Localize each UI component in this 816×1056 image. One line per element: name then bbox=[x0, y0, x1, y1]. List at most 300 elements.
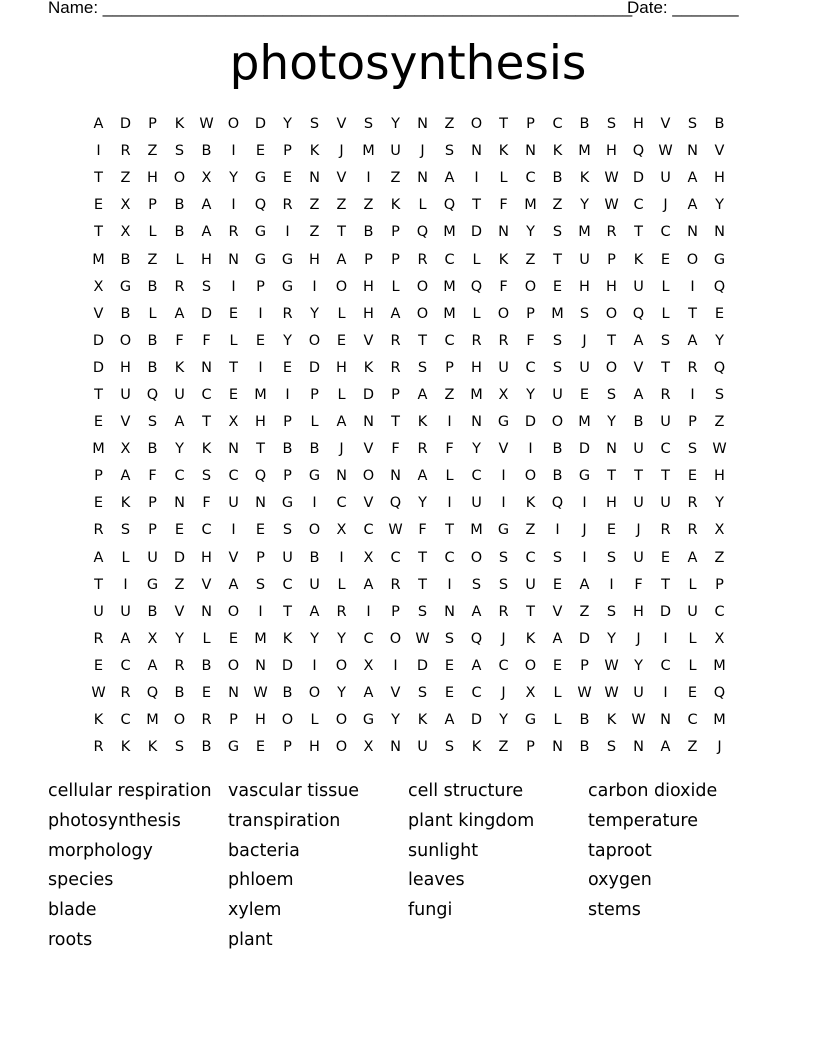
grid-letter: O bbox=[605, 359, 618, 376]
grid-letter: O bbox=[308, 685, 321, 702]
grid-letter: X bbox=[228, 414, 239, 431]
grid-letter: P bbox=[310, 386, 319, 403]
grid-letter: E bbox=[444, 657, 455, 674]
grid-letter: T bbox=[391, 414, 400, 431]
grid-letter: O bbox=[335, 712, 348, 729]
grid-letter: Q bbox=[632, 305, 645, 322]
grid-letter: I bbox=[501, 468, 506, 485]
grid-letter: R bbox=[228, 224, 239, 241]
grid-letter: B bbox=[120, 251, 131, 268]
grid-letter: N bbox=[471, 143, 482, 160]
grid-letter: C bbox=[525, 170, 536, 187]
grid-letter: R bbox=[687, 495, 698, 512]
word-bank-item: stems bbox=[588, 900, 641, 921]
grid-letter: B bbox=[363, 224, 374, 241]
grid-letter: L bbox=[337, 305, 346, 322]
grid-letter: R bbox=[93, 630, 104, 647]
grid-letter: U bbox=[390, 143, 401, 160]
grid-letter: N bbox=[417, 170, 428, 187]
grid-letter: C bbox=[471, 685, 482, 702]
grid-letter: N bbox=[255, 495, 266, 512]
grid-letter: T bbox=[661, 359, 670, 376]
grid-letter: A bbox=[336, 414, 347, 431]
grid-letter: B bbox=[309, 441, 320, 458]
grid-letter: S bbox=[309, 116, 320, 133]
grid-letter: I bbox=[123, 576, 128, 593]
grid-letter: P bbox=[229, 712, 238, 729]
grid-letter: G bbox=[254, 170, 267, 187]
grid-letter: S bbox=[552, 332, 563, 349]
grid-letter: W bbox=[388, 522, 403, 539]
grid-letter: K bbox=[498, 251, 509, 268]
grid-letter: A bbox=[228, 576, 239, 593]
grid-letter: S bbox=[201, 278, 212, 295]
grid-letter: N bbox=[633, 739, 644, 756]
grid-letter: Z bbox=[147, 251, 158, 268]
grid-letter: C bbox=[471, 468, 482, 485]
grid-letter: R bbox=[390, 359, 401, 376]
grid-letter: S bbox=[687, 441, 698, 458]
grid-letter: R bbox=[282, 197, 293, 214]
grid-letter: N bbox=[228, 251, 239, 268]
grid-row bbox=[85, 192, 733, 219]
grid-letter: B bbox=[579, 116, 590, 133]
grid-letter: J bbox=[663, 197, 668, 214]
grid-letter: U bbox=[633, 685, 644, 702]
grid-letter: L bbox=[310, 712, 319, 729]
grid-letter: F bbox=[445, 441, 454, 458]
grid-letter: Y bbox=[472, 441, 481, 458]
word-bank-item: transpiration bbox=[228, 810, 341, 831]
word-bank bbox=[48, 777, 768, 956]
grid-letter: V bbox=[336, 116, 347, 133]
grid-letter: A bbox=[93, 116, 104, 133]
grid-letter: G bbox=[281, 495, 294, 512]
grid-letter: A bbox=[552, 630, 563, 647]
grid-letter: E bbox=[255, 522, 266, 539]
grid-letter: E bbox=[444, 685, 455, 702]
grid-letter: B bbox=[309, 549, 320, 566]
grid-letter: P bbox=[715, 576, 724, 593]
grid-letter: J bbox=[501, 685, 506, 702]
grid-letter: N bbox=[228, 441, 239, 458]
grid-letter: Q bbox=[713, 359, 726, 376]
grid-letter: H bbox=[633, 116, 644, 133]
grid-letter: O bbox=[605, 305, 618, 322]
grid-letter: J bbox=[339, 441, 344, 458]
grid-letter: L bbox=[175, 251, 184, 268]
grid-letter: S bbox=[606, 739, 617, 756]
grid-letter: K bbox=[579, 170, 590, 187]
grid-letter: U bbox=[498, 359, 509, 376]
grid-letter: H bbox=[120, 359, 131, 376]
grid-letter: E bbox=[687, 468, 698, 485]
grid-row bbox=[85, 545, 733, 572]
grid-letter: G bbox=[308, 468, 321, 485]
grid-letter: L bbox=[661, 278, 670, 295]
grid-row bbox=[85, 138, 733, 165]
grid-letter: K bbox=[174, 116, 185, 133]
grid-letter: X bbox=[714, 630, 725, 647]
grid-letter: A bbox=[471, 657, 482, 674]
grid-letter: I bbox=[312, 278, 317, 295]
grid-letter: W bbox=[604, 170, 619, 187]
grid-letter: Q bbox=[146, 685, 159, 702]
grid-letter: B bbox=[633, 414, 644, 431]
grid-letter: C bbox=[660, 224, 671, 241]
grid-letter: S bbox=[255, 576, 266, 593]
grid-letter: W bbox=[631, 712, 646, 729]
grid-letter: W bbox=[415, 630, 430, 647]
grid-letter: H bbox=[606, 278, 617, 295]
grid-row bbox=[85, 707, 733, 734]
grid-letter: Q bbox=[254, 468, 267, 485]
grid-letter: N bbox=[687, 143, 698, 160]
grid-letter: P bbox=[283, 143, 292, 160]
grid-letter: A bbox=[633, 332, 644, 349]
grid-letter: R bbox=[282, 305, 293, 322]
word-bank-item: carbon dioxide bbox=[588, 781, 718, 801]
grid-letter: T bbox=[229, 359, 238, 376]
grid-letter: K bbox=[93, 712, 104, 729]
grid-letter: Q bbox=[632, 143, 645, 160]
grid-letter: Z bbox=[174, 576, 185, 593]
grid-letter: Y bbox=[607, 414, 616, 431]
grid-letter: R bbox=[93, 739, 104, 756]
grid-letter: S bbox=[471, 576, 482, 593]
grid-letter: C bbox=[444, 549, 455, 566]
grid-letter: V bbox=[93, 305, 104, 322]
grid-letter: Y bbox=[715, 495, 724, 512]
grid-letter: N bbox=[336, 468, 347, 485]
grid-row bbox=[85, 490, 733, 517]
grid-letter: I bbox=[582, 495, 587, 512]
grid-letter: T bbox=[283, 603, 292, 620]
grid-letter: G bbox=[497, 414, 510, 431]
grid-letter: P bbox=[391, 224, 400, 241]
grid-letter: Y bbox=[526, 224, 535, 241]
word-bank-item: phloem bbox=[228, 870, 294, 891]
grid-letter: L bbox=[688, 657, 697, 674]
grid-letter: A bbox=[120, 630, 131, 647]
grid-letter: O bbox=[335, 657, 348, 674]
grid-letter: Z bbox=[444, 386, 455, 403]
grid-letter: L bbox=[121, 549, 130, 566]
word-bank-item: photosynthesis bbox=[48, 810, 181, 831]
grid-letter: C bbox=[633, 197, 644, 214]
grid-letter: K bbox=[282, 630, 293, 647]
grid-letter: X bbox=[120, 441, 131, 458]
grid-letter: E bbox=[714, 305, 725, 322]
grid-letter: C bbox=[444, 251, 455, 268]
grid-letter: Y bbox=[310, 630, 319, 647]
grid-letter: O bbox=[470, 549, 483, 566]
grid-letter: C bbox=[282, 576, 293, 593]
grid-letter: Z bbox=[147, 143, 158, 160]
grid-letter: Y bbox=[229, 170, 238, 187]
grid-letter: H bbox=[336, 359, 347, 376]
grid-letter: O bbox=[308, 522, 321, 539]
grid-letter: H bbox=[606, 143, 617, 160]
grid-letter: I bbox=[366, 170, 371, 187]
grid-letter: X bbox=[363, 549, 374, 566]
grid-letter: R bbox=[660, 386, 671, 403]
grid-letter: S bbox=[606, 603, 617, 620]
grid-letter: I bbox=[285, 386, 290, 403]
grid-letter: N bbox=[201, 359, 212, 376]
grid-letter: Z bbox=[687, 739, 698, 756]
grid-letter: A bbox=[363, 576, 374, 593]
grid-letter: T bbox=[94, 224, 103, 241]
grid-letter: E bbox=[660, 549, 671, 566]
grid-letter: O bbox=[227, 116, 240, 133]
grid-letter: T bbox=[94, 170, 103, 187]
grid-letter: Q bbox=[416, 224, 429, 241]
grid-letter: D bbox=[92, 359, 105, 376]
grid-letter: M bbox=[578, 414, 591, 431]
grid-letter: T bbox=[499, 116, 508, 133]
grid-letter: M bbox=[92, 251, 105, 268]
grid-letter: T bbox=[634, 224, 643, 241]
grid-letter: M bbox=[362, 143, 375, 160]
grid-letter: R bbox=[390, 576, 401, 593]
grid-letter: Z bbox=[525, 251, 536, 268]
grid-letter: C bbox=[552, 116, 563, 133]
grid-letter: J bbox=[420, 143, 425, 160]
grid-letter: Y bbox=[715, 332, 724, 349]
grid-letter: T bbox=[526, 603, 535, 620]
grid-letter: P bbox=[283, 414, 292, 431]
grid-letter: Z bbox=[498, 739, 509, 756]
grid-letter: K bbox=[525, 630, 536, 647]
grid-letter: S bbox=[147, 414, 158, 431]
grid-letter: I bbox=[582, 549, 587, 566]
grid-letter: O bbox=[335, 278, 348, 295]
grid-letter: B bbox=[147, 359, 158, 376]
grid-letter: M bbox=[713, 657, 726, 674]
grid-letter: M bbox=[254, 630, 267, 647]
grid-letter: L bbox=[337, 576, 346, 593]
grid-letter: P bbox=[148, 197, 157, 214]
grid-letter: Q bbox=[713, 278, 726, 295]
grid-letter: O bbox=[524, 468, 537, 485]
word-bank-item: morphology bbox=[48, 840, 153, 861]
grid-letter: D bbox=[470, 224, 483, 241]
grid-letter: I bbox=[690, 386, 695, 403]
grid-letter: K bbox=[147, 739, 158, 756]
grid-letter: D bbox=[416, 657, 429, 674]
grid-row bbox=[85, 165, 733, 192]
grid-letter: C bbox=[660, 441, 671, 458]
grid-letter: P bbox=[445, 359, 454, 376]
grid-letter: R bbox=[120, 685, 131, 702]
grid-letter: O bbox=[281, 712, 294, 729]
grid-letter: A bbox=[93, 549, 104, 566]
grid-letter: N bbox=[255, 657, 266, 674]
grid-letter: Y bbox=[580, 197, 589, 214]
grid-letter: K bbox=[498, 143, 509, 160]
grid-letter: U bbox=[147, 549, 158, 566]
grid-letter: U bbox=[633, 278, 644, 295]
grid-letter: U bbox=[633, 549, 644, 566]
grid-letter: G bbox=[146, 576, 159, 593]
grid-letter: J bbox=[636, 630, 641, 647]
grid-letter: E bbox=[93, 657, 104, 674]
grid-letter: U bbox=[471, 495, 482, 512]
grid-letter: Y bbox=[310, 305, 319, 322]
grid-letter: V bbox=[633, 359, 644, 376]
grid-letter: R bbox=[471, 332, 482, 349]
grid-letter: E bbox=[93, 495, 104, 512]
grid-letter: B bbox=[147, 603, 158, 620]
grid-letter: G bbox=[362, 712, 375, 729]
grid-letter: Y bbox=[634, 657, 643, 674]
grid-letter: K bbox=[552, 143, 563, 160]
grid-letter: L bbox=[337, 386, 346, 403]
grid-letter: D bbox=[119, 116, 132, 133]
grid-letter: E bbox=[687, 685, 698, 702]
grid-letter: E bbox=[552, 278, 563, 295]
grid-letter: N bbox=[228, 685, 239, 702]
grid-letter: N bbox=[444, 603, 455, 620]
grid-letter: R bbox=[120, 143, 131, 160]
grid-letter: I bbox=[501, 495, 506, 512]
grid-letter: O bbox=[551, 414, 564, 431]
grid-letter: I bbox=[447, 414, 452, 431]
grid-letter: W bbox=[604, 657, 619, 674]
grid-letter: Z bbox=[714, 414, 725, 431]
grid-letter: E bbox=[228, 386, 239, 403]
grid-letter: U bbox=[579, 359, 590, 376]
grid-letter: T bbox=[661, 576, 670, 593]
grid-letter: S bbox=[417, 359, 428, 376]
grid-letter: U bbox=[282, 549, 293, 566]
grid-letter: L bbox=[472, 305, 481, 322]
grid-letter: H bbox=[363, 278, 374, 295]
grid-letter: T bbox=[337, 224, 346, 241]
grid-letter: R bbox=[174, 278, 185, 295]
grid-letter: U bbox=[579, 251, 590, 268]
grid-letter: E bbox=[201, 685, 212, 702]
grid-letter: T bbox=[94, 576, 103, 593]
date-field-label: Date: _______ bbox=[627, 0, 739, 17]
grid-letter: C bbox=[525, 549, 536, 566]
grid-letter: F bbox=[202, 332, 211, 349]
grid-letter: B bbox=[579, 739, 590, 756]
grid-letter: S bbox=[174, 143, 185, 160]
grid-letter: R bbox=[336, 603, 347, 620]
grid-letter: B bbox=[201, 657, 212, 674]
grid-letter: K bbox=[525, 495, 536, 512]
grid-letter: S bbox=[714, 386, 725, 403]
grid-letter: A bbox=[417, 386, 428, 403]
grid-letter: H bbox=[255, 712, 266, 729]
grid-letter: S bbox=[444, 143, 455, 160]
grid-letter: Y bbox=[526, 386, 535, 403]
grid-letter: S bbox=[363, 116, 374, 133]
grid-letter: T bbox=[94, 386, 103, 403]
grid-letter: M bbox=[713, 712, 726, 729]
grid-letter: Q bbox=[713, 685, 726, 702]
grid-letter: Q bbox=[470, 278, 483, 295]
word-bank-item: vascular tissue bbox=[228, 781, 360, 801]
grid-row bbox=[85, 246, 733, 273]
grid-letter: U bbox=[687, 603, 698, 620]
grid-letter: Y bbox=[499, 712, 508, 729]
grid-letter: I bbox=[258, 305, 263, 322]
grid-letter: E bbox=[228, 305, 239, 322]
grid-letter: T bbox=[418, 332, 427, 349]
grid-letter: I bbox=[312, 495, 317, 512]
grid-letter: A bbox=[336, 251, 347, 268]
grid-letter: D bbox=[173, 549, 186, 566]
grid-letter: D bbox=[92, 332, 105, 349]
grid-letter: Z bbox=[309, 197, 320, 214]
grid-letter: B bbox=[147, 278, 158, 295]
grid-letter: K bbox=[201, 441, 212, 458]
grid-letter: A bbox=[633, 386, 644, 403]
grid-letter: L bbox=[229, 332, 238, 349]
grid-letter: T bbox=[661, 468, 670, 485]
grid-row bbox=[85, 653, 733, 680]
grid-letter: O bbox=[227, 603, 240, 620]
grid-letter: D bbox=[578, 630, 591, 647]
grid-letter: R bbox=[660, 522, 671, 539]
grid-letter: R bbox=[687, 522, 698, 539]
grid-letter: W bbox=[253, 685, 268, 702]
grid-letter: M bbox=[146, 712, 159, 729]
grid-letter: S bbox=[606, 116, 617, 133]
grid-row bbox=[85, 355, 733, 382]
grid-letter: X bbox=[525, 685, 536, 702]
grid-letter: N bbox=[687, 224, 698, 241]
grid-row bbox=[85, 517, 733, 544]
grid-letter: K bbox=[471, 739, 482, 756]
grid-letter: C bbox=[660, 657, 671, 674]
grid-letter: O bbox=[335, 739, 348, 756]
grid-letter: J bbox=[717, 739, 722, 756]
grid-letter: M bbox=[524, 197, 537, 214]
grid-letter: D bbox=[362, 386, 375, 403]
grid-letter: U bbox=[552, 386, 563, 403]
grid-letter: F bbox=[499, 197, 508, 214]
grid-letter: Y bbox=[391, 116, 400, 133]
grid-letter: R bbox=[498, 603, 509, 620]
grid-letter: V bbox=[201, 576, 212, 593]
grid-letter: A bbox=[660, 739, 671, 756]
grid-letter: N bbox=[498, 224, 509, 241]
grid-letter: L bbox=[202, 630, 211, 647]
grid-letter: P bbox=[283, 739, 292, 756]
grid-letter: T bbox=[688, 305, 697, 322]
grid-letter: G bbox=[227, 739, 240, 756]
grid-letter: P bbox=[526, 305, 535, 322]
grid-letter: S bbox=[606, 549, 617, 566]
grid-letter: E bbox=[93, 414, 104, 431]
grid-letter: A bbox=[120, 468, 131, 485]
grid-letter: E bbox=[552, 576, 563, 593]
grid-letter: N bbox=[390, 468, 401, 485]
grid-letter: P bbox=[526, 116, 535, 133]
grid-letter: M bbox=[92, 441, 105, 458]
grid-letter: E bbox=[255, 143, 266, 160]
grid-letter: I bbox=[339, 549, 344, 566]
grid-letter: Y bbox=[175, 441, 184, 458]
word-bank-item: xylem bbox=[228, 900, 282, 921]
grid-letter: T bbox=[418, 549, 427, 566]
grid-letter: P bbox=[580, 657, 589, 674]
grid-letter: A bbox=[363, 685, 374, 702]
